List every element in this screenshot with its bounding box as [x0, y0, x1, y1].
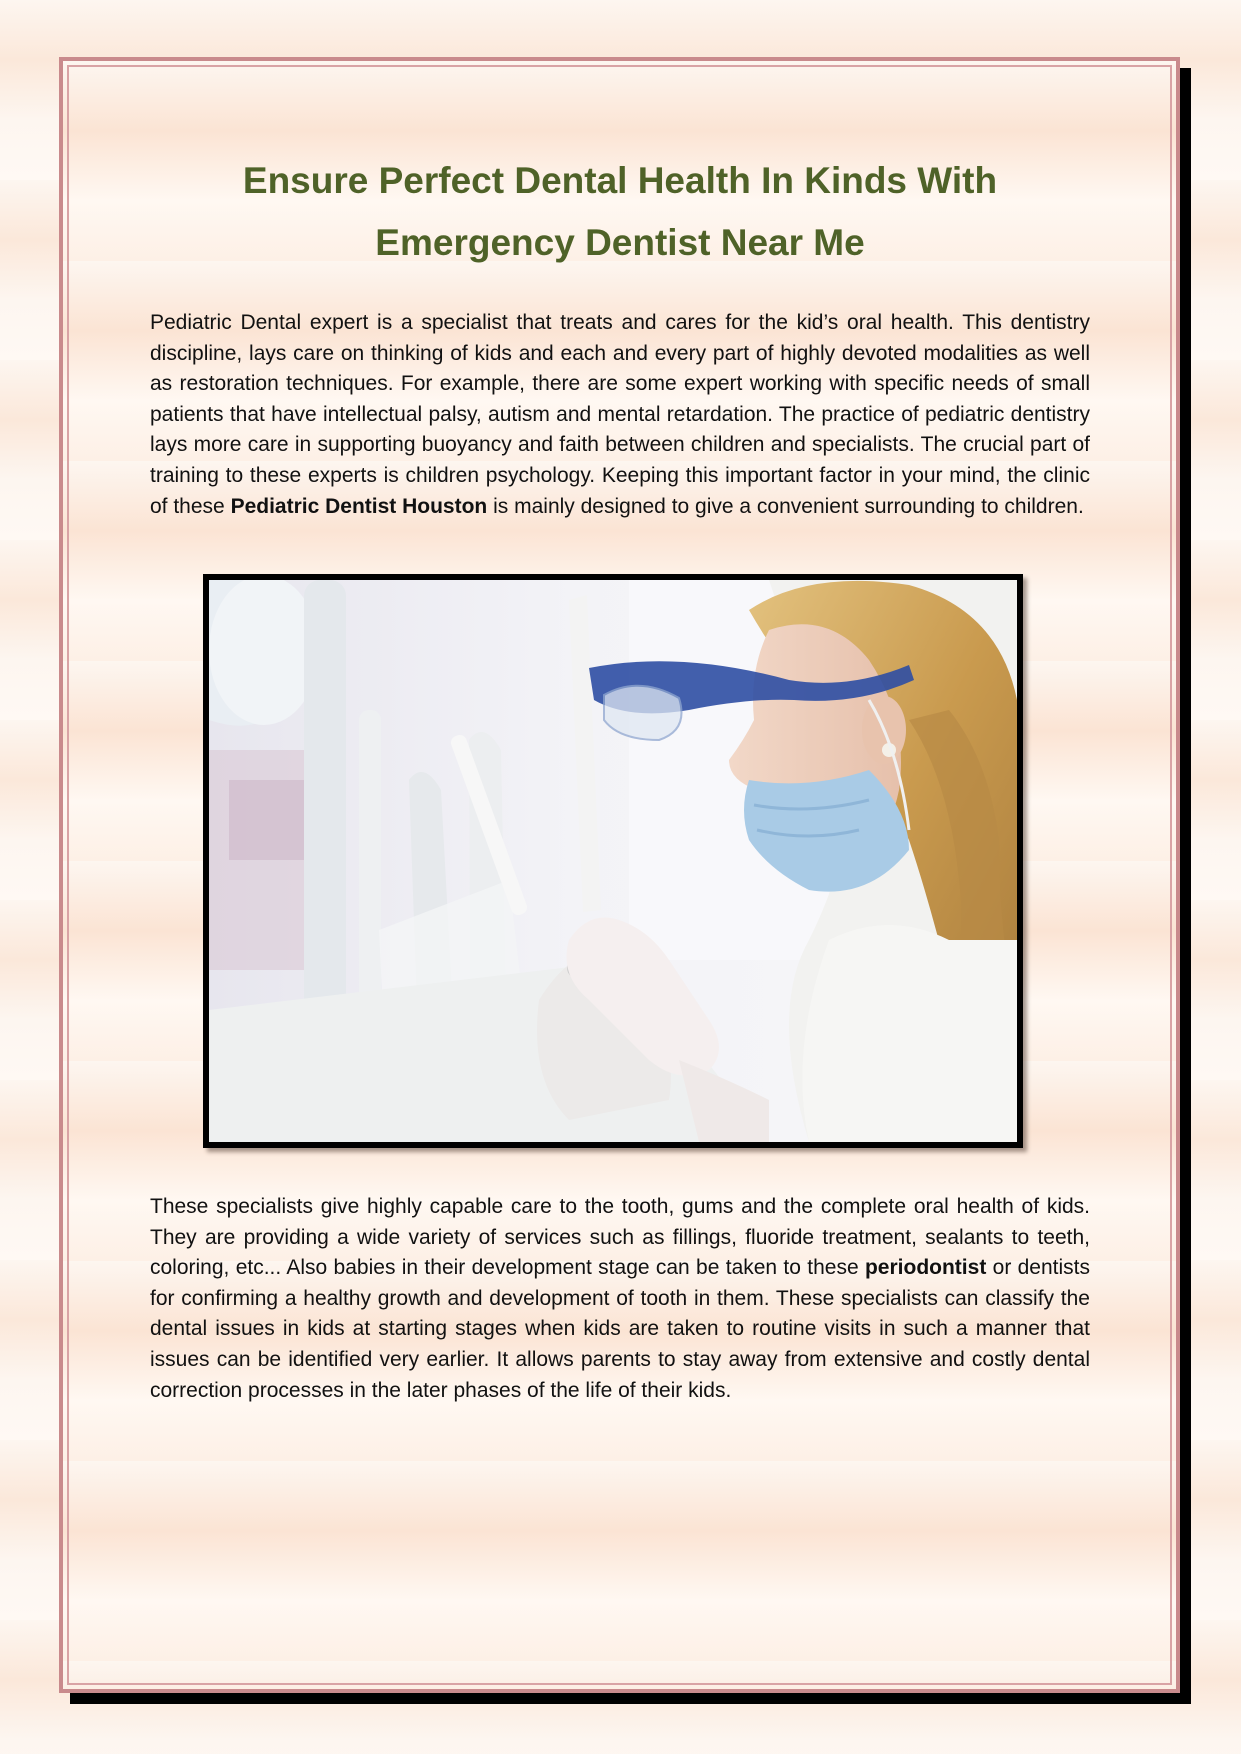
paragraph-1-text-before: Pediatric Dental expert is a specialist that treats and cares for the kid’s oral health. This dentistry discipline, lays care on thinking of kids and each and every part of highly devoted modalities as well as restoration techniques. For example, there are some expert working with specific needs of small patients that have intellectual palsy, autism and mental retardation. The practice of pediatric dentistry lays more care in supporting buoyancy and faith between children and specialists. The crucial part of training to these experts is children psychology. Keeping this important factor in your mind, the clinic of these: [150, 311, 1090, 518]
article-top: [150, 150, 1090, 522]
paragraph-2-bold-keyword: periodontist: [864, 1256, 987, 1280]
dentist-illustration: [209, 580, 1017, 1142]
paragraph-1-text-after: is mainly designed to give a convenient surrounding to children.: [487, 494, 1084, 518]
article-paragraph-2: [150, 1192, 1090, 1406]
paragraph-1-bold-keyword: Pediatric Dentist Houston: [230, 494, 488, 518]
paragraph-2-text-before: These specialists give highly capable care to the tooth, gums and the complete oral health of kids. They are providing a wide variety of services such as fillings, fluoride treatment, sealants to teeth, coloring, etc... Also babies in their development stage can be taken to these: [150, 1195, 1090, 1280]
dentist-photo: [203, 574, 1023, 1148]
paragraph-2-text-after: or dentists for confirming a healthy growth and development of tooth in them. These specialists can classify the dental issues in kids at starting stages when kids are taken to routine visits in such a manner that issues can be identified very earlier. It allows parents to stay away from extensive and costly dental correction processes in the later phases of the life of their kids.: [150, 1256, 1091, 1402]
article-paragraph-1: [150, 308, 1090, 522]
article-title: Ensure Perfect Dental Health In Kinds With Emergency Dentist Near Me: [242, 160, 998, 263]
